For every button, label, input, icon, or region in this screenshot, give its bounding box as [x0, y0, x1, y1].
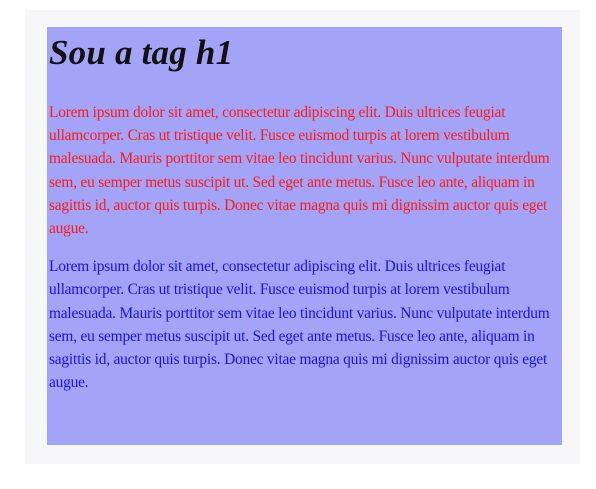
page-heading: Sou a tag h1: [49, 33, 234, 72]
content-panel: [47, 27, 562, 445]
paragraph-red: Lorem ipsum dolor sit amet, consectetur adipiscing elit. Duis ultrices feugiat ullamcorper. Cras ut tristique velit. Fusce euismod turpis at lorem vestibulum malesuada. Mauris porttitor sem vitae leo tincidunt varius. Nunc vulputate interdum sem, eu semper metus suscipit ut. Sed eget ante metus. Fusce leo ante, aliquam in sagittis id, auctor quis turpis. Donec vitae magna quis mi dignissim auctor quis eget augue.: [49, 104, 550, 238]
paragraph-blue: Lorem ipsum dolor sit amet, consectetur adipiscing elit. Duis ultrices feugiat ullamcorper. Cras ut tristique velit. Fusce euismod turpis at lorem vestibulum malesuada. Mauris porttitor sem vitae leo tincidunt varius. Nunc vulputate interdum sem, eu semper metus suscipit ut. Sed eget ante metus. Fusce leo ante, aliquam in sagittis id, auctor quis turpis. Donec vitae magna quis mi dignissim auctor quis eget augue.: [49, 258, 550, 392]
